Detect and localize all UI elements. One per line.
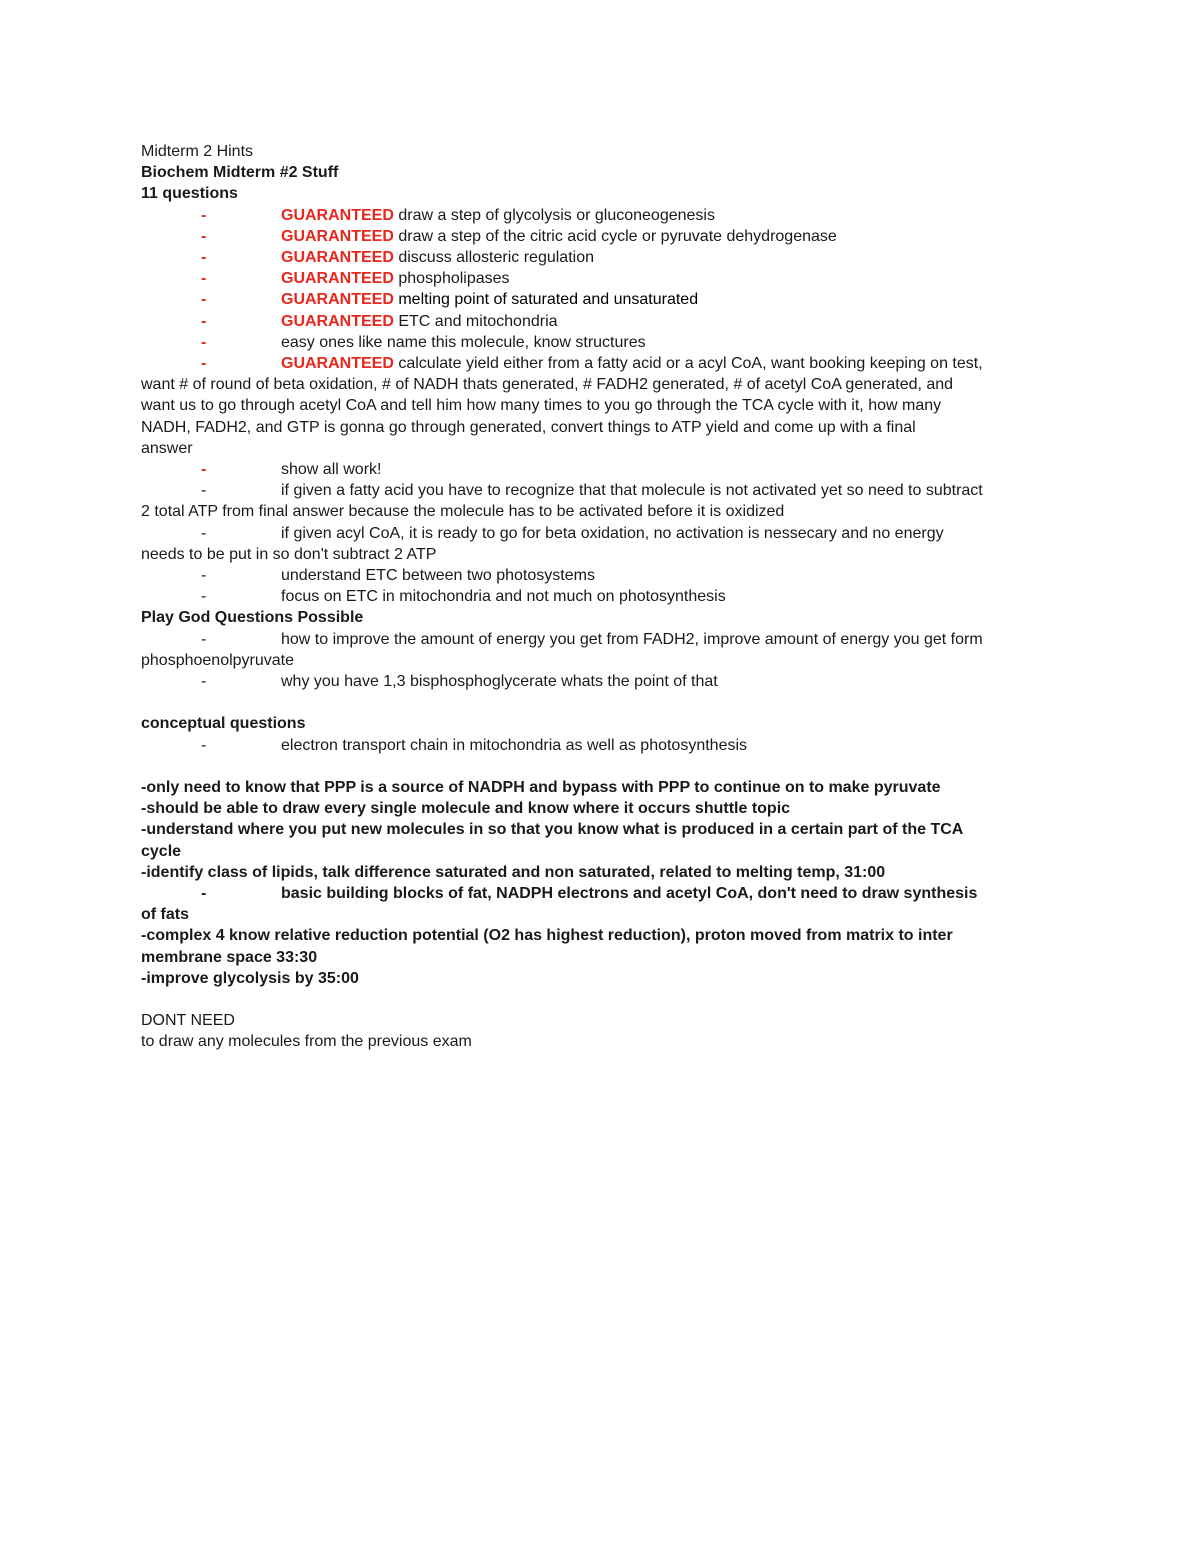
- bold-note: -identify class of lipids, talk difference saturated and non saturated, related to melting temp, 31:00: [141, 863, 886, 881]
- bold-note: cycle: [141, 842, 182, 860]
- list-item: - show all work!: [201, 461, 382, 479]
- list-item: - why you have 1,3 bisphosphoglycerate whats the point of that: [201, 673, 718, 691]
- bold-note: -understand where you put new molecules in so that you know what is produced in a certain part of the TCA: [141, 821, 964, 839]
- bold-note: - basic building blocks of fat, NADPH electrons and acetyl CoA, don't need to draw synthesis: [201, 885, 978, 903]
- bold-note: -only need to know that PPP is a source of NADPH and bypass with PPP to continue on to make pyruvate: [141, 779, 941, 797]
- list-item: - GUARANTEED draw a step of the citric acid cycle or pyruvate dehydrogenase: [201, 227, 837, 245]
- list-item-continued: want us to go through acetyl CoA and tell him how many times to you go through the TCA cycle with it, how many: [141, 397, 942, 415]
- questions-count: 11 questions: [141, 185, 238, 203]
- list-item: - GUARANTEED phospholipases: [201, 270, 510, 288]
- doc-title: Midterm 2 Hints: [141, 143, 254, 160]
- conceptual-heading: conceptual questions: [141, 715, 306, 733]
- doc-heading: Biochem Midterm #2 Stuff: [141, 164, 339, 182]
- list-item: - easy ones like name this molecule, know structures: [201, 333, 646, 351]
- bold-note: membrane space 33:30: [141, 948, 318, 966]
- list-item: - focus on ETC in mitochondria and not much on photosynthesis: [201, 588, 726, 606]
- list-item: - GUARANTEED ETC and mitochondria: [201, 312, 558, 330]
- dont-need-text: to draw any molecules from the previous exam: [141, 1033, 472, 1051]
- list-item: - GUARANTEED calculate yield either from a fatty acid or a acyl CoA, want booking keeping on test,: [201, 355, 983, 373]
- bold-note: of fats: [141, 906, 189, 924]
- list-item-continued: NADH, FADH2, and GTP is gonna go through generated, convert things to ATP yield and come up with a final: [141, 418, 916, 436]
- bold-note: -improve glycolysis by 35:00: [141, 969, 359, 987]
- list-item: - GUARANTEED draw a step of glycolysis or gluconeogenesis: [201, 206, 715, 224]
- list-item-continued: phosphoenolpyruvate: [141, 651, 295, 669]
- list-item: - how to improve the amount of energy you get from FADH2, improve amount of energy you get form: [201, 630, 983, 648]
- list-item: - GUARANTEED melting point of saturated and unsaturated: [201, 291, 699, 309]
- list-item: - understand ETC between two photosystems: [201, 567, 595, 585]
- list-item-continued: needs to be put in so don't subtract 2 ATP: [141, 545, 437, 563]
- bold-note: -should be able to draw every single molecule and know where it occurs shuttle topic: [141, 800, 791, 818]
- bold-note: -complex 4 know relative reduction potential (O2 has highest reduction), proton moved from matrix to inter: [141, 927, 953, 945]
- list-item-continued: want # of round of beta oxidation, # of NADH thats generated, # FADH2 generated, # of acetyl CoA generated, and: [141, 376, 954, 394]
- play-god-heading: Play God Questions Possible: [141, 609, 364, 627]
- list-item: - electron transport chain in mitochondria as well as photosynthesis: [201, 736, 748, 754]
- dont-need-heading: DONT NEED: [141, 1012, 235, 1030]
- list-item: - if given acyl CoA, it is ready to go for beta oxidation, no activation is nessecary and no energy: [201, 524, 944, 542]
- list-item-continued: answer: [141, 439, 193, 457]
- document-page: [141, 141, 1061, 1053]
- list-item: - if given a fatty acid you have to recognize that that molecule is not activated yet so need to subtract: [201, 482, 983, 500]
- list-item: - GUARANTEED discuss allosteric regulation: [201, 249, 594, 267]
- list-item-continued: 2 total ATP from final answer because the molecule has to be activated before it is oxidized: [141, 503, 785, 521]
